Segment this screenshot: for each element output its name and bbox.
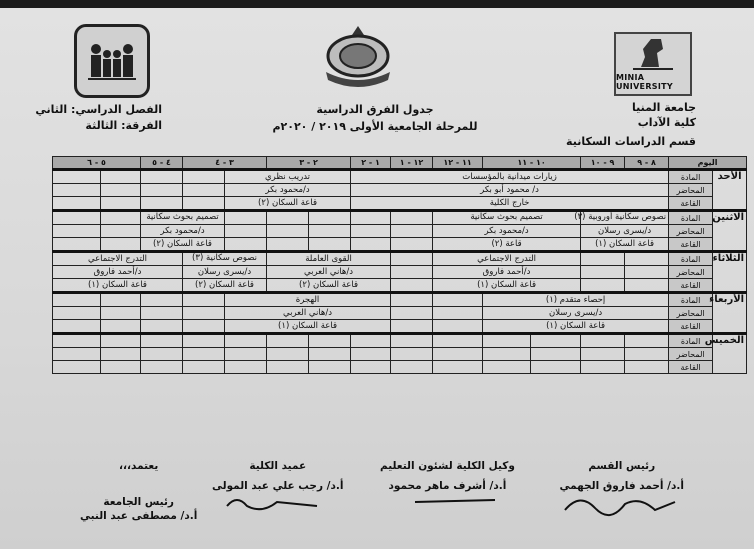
cell-hall: قاعة السكان (١): [483, 320, 669, 334]
level-label: الفرقة: الثالثة: [85, 119, 162, 132]
page-subtitle: للمرحلة الجامعية الأولى ٢٠١٩ / ٢٠٢٠م: [272, 120, 478, 133]
head-name: أ.د/ أحمد فاروق الجهمي: [559, 480, 684, 492]
vice-dean: [380, 460, 515, 492]
dean-name: أ.د/ رجب علي عبد المولى: [212, 480, 344, 492]
nefertiti-icon: [631, 37, 675, 71]
cell-hall: قاعة السكان (٢): [183, 279, 267, 293]
time-slot: ٥ - ٦: [53, 157, 141, 170]
time-slot: ٣ - ٤: [183, 157, 267, 170]
head-signature: [560, 490, 680, 520]
approve-label: يعتمد،،،: [119, 460, 159, 472]
cell-lecturer: د/ محمود أبو بكر: [351, 184, 669, 197]
time-slot: ٤ - ٥: [141, 157, 183, 170]
cell-hall: قاعة السكان (١): [433, 279, 581, 293]
cell-subject: تدريب نظري: [225, 170, 351, 184]
table-row: [53, 211, 747, 225]
table-row: [53, 197, 747, 211]
cell-hall: قاعة السكان (٢): [267, 279, 391, 293]
table-row: [53, 307, 747, 320]
logo-text: MINIA UNIVERSITY: [616, 73, 673, 91]
semester-label: الفصل الدراسي: الثاني: [35, 103, 162, 116]
row-label: القاعة: [669, 361, 713, 374]
time-slot: ٨ - ٩: [625, 157, 669, 170]
cell-lecturer: د/محمود بكر: [433, 225, 581, 238]
cell-subject: نصوص سكانية أوروبية (٣): [581, 211, 669, 225]
cell-hall: قاعة السكان (١): [225, 320, 391, 334]
university-logo: [614, 32, 692, 96]
cell-lecturer: د/هاني العربي: [225, 307, 391, 320]
row-label: القاعة: [669, 197, 713, 211]
table-row: [53, 170, 747, 184]
cell-hall: قاعة (٢): [433, 238, 581, 252]
cell-hall: قاعة السكان (١): [53, 279, 183, 293]
row-label: المحاضر: [669, 184, 713, 197]
head-of-department: [559, 460, 684, 492]
time-slot: ١٢ - ١: [391, 157, 433, 170]
table-row: [53, 361, 747, 374]
cell-lecturer: د/أحمد فاروق: [53, 266, 183, 279]
time-slot: ١٠ - ١١: [483, 157, 581, 170]
table-row: [53, 293, 747, 307]
cell-lecturer: د/أحمد فاروق: [433, 266, 581, 279]
cell-hall: قاعة السكان (٢): [141, 238, 225, 252]
table-row: [53, 266, 747, 279]
row-label: القاعة: [669, 238, 713, 252]
time-slot: ٢ - ٣: [267, 157, 351, 170]
row-label: المحاضر: [669, 348, 713, 361]
cell-subject: تصميم بحوث سكانية: [433, 211, 581, 225]
dean-signature: [222, 492, 322, 516]
cell-lecturer: د/محمود بكر: [141, 225, 225, 238]
row-label: المادة: [669, 252, 713, 266]
cell-subject: الهجرة: [225, 293, 391, 307]
row-label: المادة: [669, 211, 713, 225]
faculty-name: كلية الآداب: [637, 116, 696, 129]
day-wednesday: الأربعاء: [713, 293, 747, 334]
row-label: المحاضر: [669, 307, 713, 320]
cell-lecturer: د/هاني العربي: [267, 266, 391, 279]
table-row: [53, 334, 747, 348]
day-sunday: الأحد: [713, 170, 747, 211]
table-row: [53, 279, 747, 293]
vice-name: أ.د/ أشرف ماهر محمود: [388, 480, 507, 492]
cell-hall: قاعة السكان (١): [581, 238, 669, 252]
cell-subject: التدرج الاجتماعي: [433, 252, 581, 266]
cell-subject: نصوص سكانية (٣): [183, 252, 267, 266]
day-tuesday: الثلاثاء: [713, 252, 747, 293]
row-label: المحاضر: [669, 266, 713, 279]
time-slot: ١١ - ١٢: [433, 157, 483, 170]
time-slot: ٩ - ١٠: [581, 157, 625, 170]
dean: [212, 460, 344, 492]
university-name: جامعة المنيا: [632, 101, 696, 114]
family-icon: [86, 41, 138, 81]
vice-signature: [410, 490, 500, 510]
table-row: [53, 184, 747, 197]
department-name: قسم الدراسات السكانية: [566, 135, 696, 148]
time-slot: ١ - ٢: [351, 157, 391, 170]
row-label: المادة: [669, 293, 713, 307]
cell-lecturer: د/يسرى رسلان: [483, 307, 669, 320]
day-thursday: الخميس: [713, 334, 747, 374]
cell-hall: خارج الكلية: [351, 197, 669, 211]
population-logo: [74, 24, 150, 98]
vice-title: وكيل الكلية لشئون التعليم: [380, 460, 515, 472]
cell-lecturer: د/يسرى رسلان: [183, 266, 267, 279]
university-president: [80, 460, 197, 522]
row-label: المحاضر: [669, 225, 713, 238]
cell-subject: تصميم بحوث سكانية: [141, 211, 225, 225]
faculty-emblem: [318, 22, 398, 92]
table-row: [53, 348, 747, 361]
table-row: [53, 225, 747, 238]
cell-subject: التدرج الاجتماعي: [53, 252, 183, 266]
cell-lecturer: د/محمود بكر: [225, 184, 351, 197]
table-row: [53, 320, 747, 334]
page-title: جدول الفرق الدراسية: [316, 103, 434, 116]
time-header-row: [53, 157, 747, 170]
head-title: رئيس القسم: [588, 460, 656, 472]
cell-subject: القوى العاملة: [267, 252, 391, 266]
corner-cell: اليوم: [669, 157, 747, 170]
president-title: رئيس الجامعة: [103, 496, 174, 508]
day-monday: الاثنين: [713, 211, 747, 252]
schedule-table: [52, 156, 747, 374]
cell-lecturer: د/يسرى رسلان: [581, 225, 669, 238]
cell-hall: قاعة السكان (٢): [225, 197, 351, 211]
cell-subject: زيارات ميدانية بالمؤسسات: [351, 170, 669, 184]
row-label: المادة: [669, 170, 713, 184]
president-name: أ.د/ مصطفى عبد النبي: [80, 510, 198, 522]
row-label: القاعة: [669, 320, 713, 334]
table-row: [53, 238, 747, 252]
cell-subject: إحصاء متقدم (١): [483, 293, 669, 307]
row-label: القاعة: [669, 279, 713, 293]
row-label: المادة: [669, 334, 713, 348]
emblem-icon: [318, 24, 398, 90]
table-row: [53, 252, 747, 266]
dean-title: عميد الكلية: [249, 460, 307, 472]
